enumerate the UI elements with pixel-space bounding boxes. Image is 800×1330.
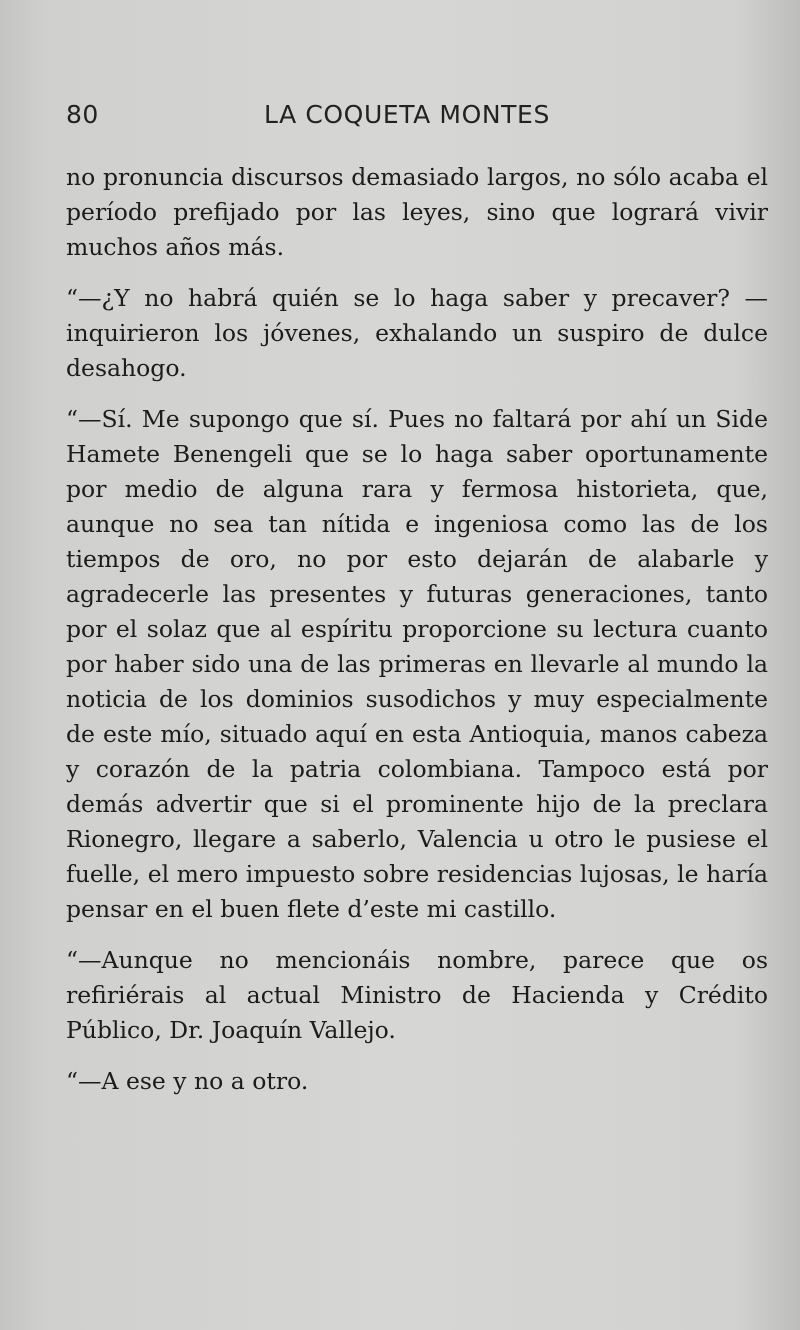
paragraph-4: “—Aunque no mencionáis nombre, parece que os refiriérais al actual Ministro de Hacienda y Crédito Público, Dr. Joaquín Vallejo. [66, 946, 768, 1044]
page-number: 80 [66, 100, 99, 129]
paragraph-1: no pronuncia discursos demasiado largos, no sólo acaba el período prefijado por las leyes, sino que logrará vivir muchos años más. [66, 163, 768, 261]
body-text [66, 160, 768, 1099]
paragraph-5: “—A ese y no a otro. [66, 1067, 309, 1095]
paragraph-2: “—¿Y no habrá quién se lo haga saber y precaver? —inquirieron los jóvenes, exhalando un suspiro de dulce desahogo. [66, 284, 768, 382]
paragraph-3: “—Sí. Me supongo que sí. Pues no faltará por ahí un Side Hamete Benengeli que se lo haga saber oportunamente por medio de alguna rara y fermosa historieta, que, aunque no sea tan nítida e ingeniosa como las de los tiempos de oro, no por esto dejarán de alabarle y agradecerle las presentes y futuras generaciones, tanto por el solaz que al espíritu proporcione su lectura cuanto por haber sido una de las primeras en llevarle al mundo la noticia de los dominios susodichos y muy especialmente de este mío, situado aquí en esta Antioquia, manos cabeza y corazón de la patria colombiana. Tampoco está por demás advertir que si el prominente hijo de la preclara Rionegro, llegare a saberlo, Valencia u otro le pusiese el fuelle, el mero impuesto sobre residencias lujosas, le haría pensar en el buen flete d’este mi castillo. [66, 405, 768, 923]
running-header [66, 100, 766, 140]
running-title: LA COQUETA MONTES [264, 100, 550, 129]
